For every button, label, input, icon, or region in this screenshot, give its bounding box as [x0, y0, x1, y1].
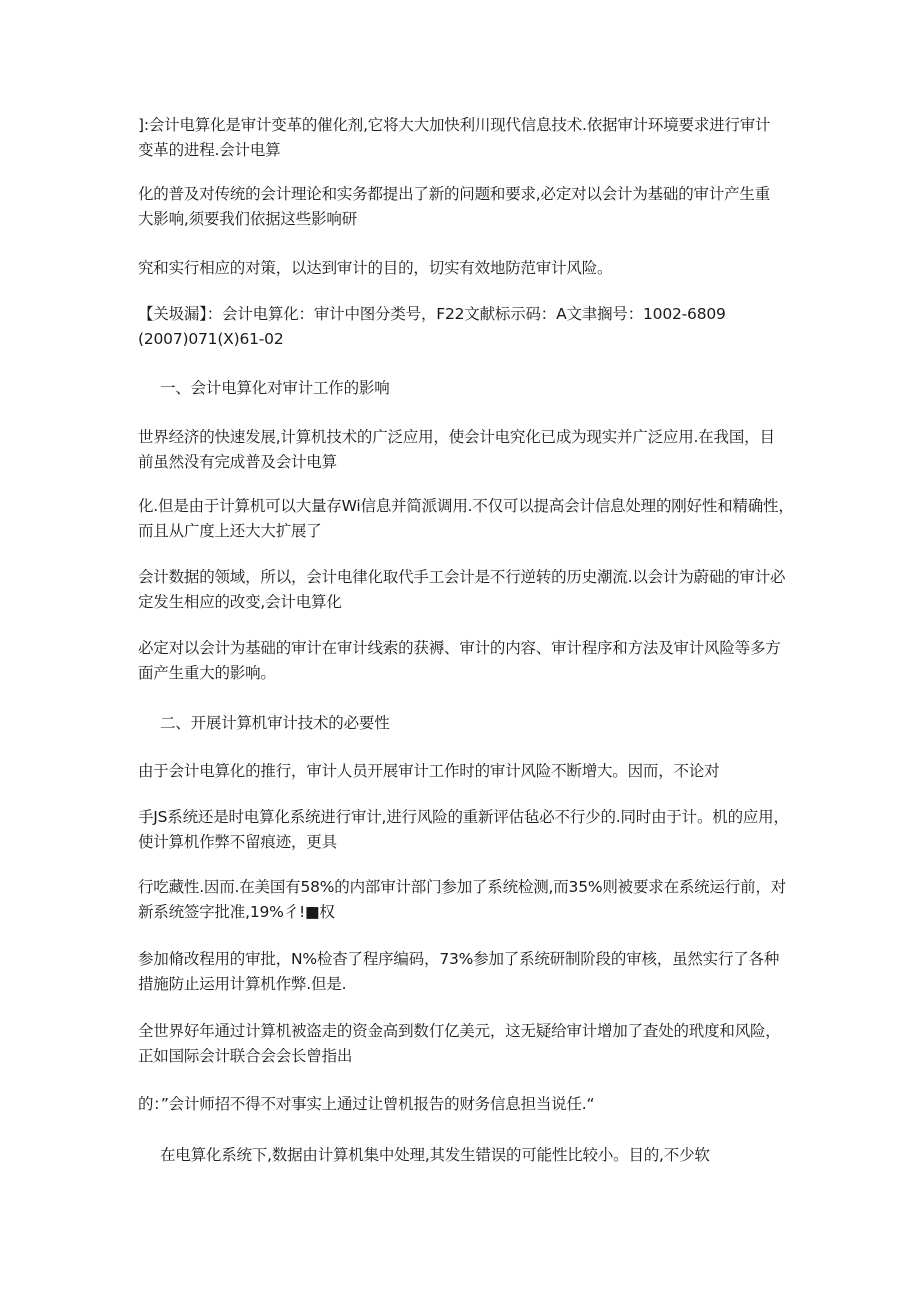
paragraph — [138, 947, 798, 997]
text-line: 前虽然没有完成普及会计电算 — [138, 453, 337, 471]
text-line: 而且从广度上还大大扩展了 — [138, 522, 322, 540]
paragraph — [138, 1019, 798, 1069]
text-line: (2007)071(X)61-02 — [138, 330, 284, 348]
paragraph — [138, 565, 798, 615]
text-line: 使计算机作弊不留痕迹，更具 — [138, 833, 337, 851]
section-heading-1 — [160, 376, 820, 401]
paragraph — [138, 494, 798, 544]
text-line: 【关圾漏】：会计电算化：审计中图分类号，F22文献标示码：A文聿搁号：1002-6809 — [138, 305, 726, 323]
text-line: 会计数据的领域，所以，会计电律化取代手工会计是不行逆转的历史潮流.以会计为蔚础的审计必 — [138, 568, 786, 586]
text-line: 究和实行相应的对策，以达到审计的目的，切实有效地防范审计风险。 — [138, 259, 613, 277]
heading-text: 二、开展计算机审计技术的必要性 — [160, 714, 390, 732]
paragraph — [160, 1143, 820, 1168]
section-heading-2 — [160, 711, 820, 736]
paragraph — [138, 182, 798, 232]
text-line: 的：”会计师招不得不对事实上通过让曾机报告的财务信息担当说任.“ — [138, 1095, 595, 1113]
text-line: 化的普及对传统的会计理论和实务都提出了新的问题和要求,必定对以会计为基础的审计产生重 — [138, 185, 771, 203]
paragraph — [138, 256, 798, 281]
text-line: 参加脩改程用的审批，N%检杳了程序编码，73%参加了系统研制阶段的审核，虽然实行了各种 — [138, 950, 780, 968]
paragraph — [138, 759, 798, 784]
text-line: 行吃藏性.因而.在美国有58%的内部审计部门参加了系统检测,而35%则被要求在系统运行前，对 — [138, 878, 786, 896]
text-line: 变革的进程.会计电算 — [138, 141, 281, 159]
text-line: 大影响,须要我们依据这些影响研 — [138, 210, 357, 228]
paragraph-keywords — [138, 302, 798, 352]
text-line: ]:会计电算化是审计变革的催化剂,它将大大加快利川现代信息技术.依据审计环境要求进行审计 — [138, 116, 771, 134]
text-line: 正如国际会计联合会会长曾指出 — [138, 1047, 353, 1065]
text-line: 必定对以会计为基础的审计在审计线索的获褥、审计的内容、审计程序和方法及审计风险等多方 — [138, 639, 781, 657]
paragraph-intro — [138, 113, 798, 163]
text-line: 新系统签字批准,19%彳!■权 — [138, 903, 335, 921]
paragraph — [138, 875, 798, 925]
heading-text: 一、会计电算化对审计工作的影响 — [160, 379, 390, 397]
text-line: 在电算化系统下,数据由计算机集中处理,其发生错误的可能性比较小。目的,不少软 — [160, 1146, 710, 1164]
paragraph — [138, 805, 798, 855]
text-line: 世界经济的快速发展,计算机技术的广泛应用，使会计电究化已成为现实并广泛应用.在我国，目 — [138, 428, 775, 446]
text-line: 全世界好年通过计算机被盗走的资金高到数仃亿美元，这无疑给审计增加了査处的玳度和风险， — [138, 1022, 781, 1040]
text-line: 措施防止运用计算机作弊.但是. — [138, 975, 347, 993]
text-line: 面产生重大的影响。 — [138, 664, 276, 682]
text-line: 化.但是由于计算机可以大量存Wi信息并简派调用.不仅可以提高会计信息处理的刚好性和精确性， — [138, 497, 794, 515]
paragraph-quote — [138, 1092, 798, 1117]
paragraph — [138, 636, 798, 686]
text-line: 由于会计电算化的推行，审计人员开展审计工作时的审计风险不断增大。因而，不论对 — [138, 762, 720, 780]
text-line: 定发生相应的改变,会计电算化 — [138, 593, 342, 611]
paragraph — [138, 425, 798, 475]
text-line: 手JS系统还是时电算化系统进行审计,进行风险的重新评估毡必不行少的.同时由于计。机的应用， — [138, 808, 789, 826]
